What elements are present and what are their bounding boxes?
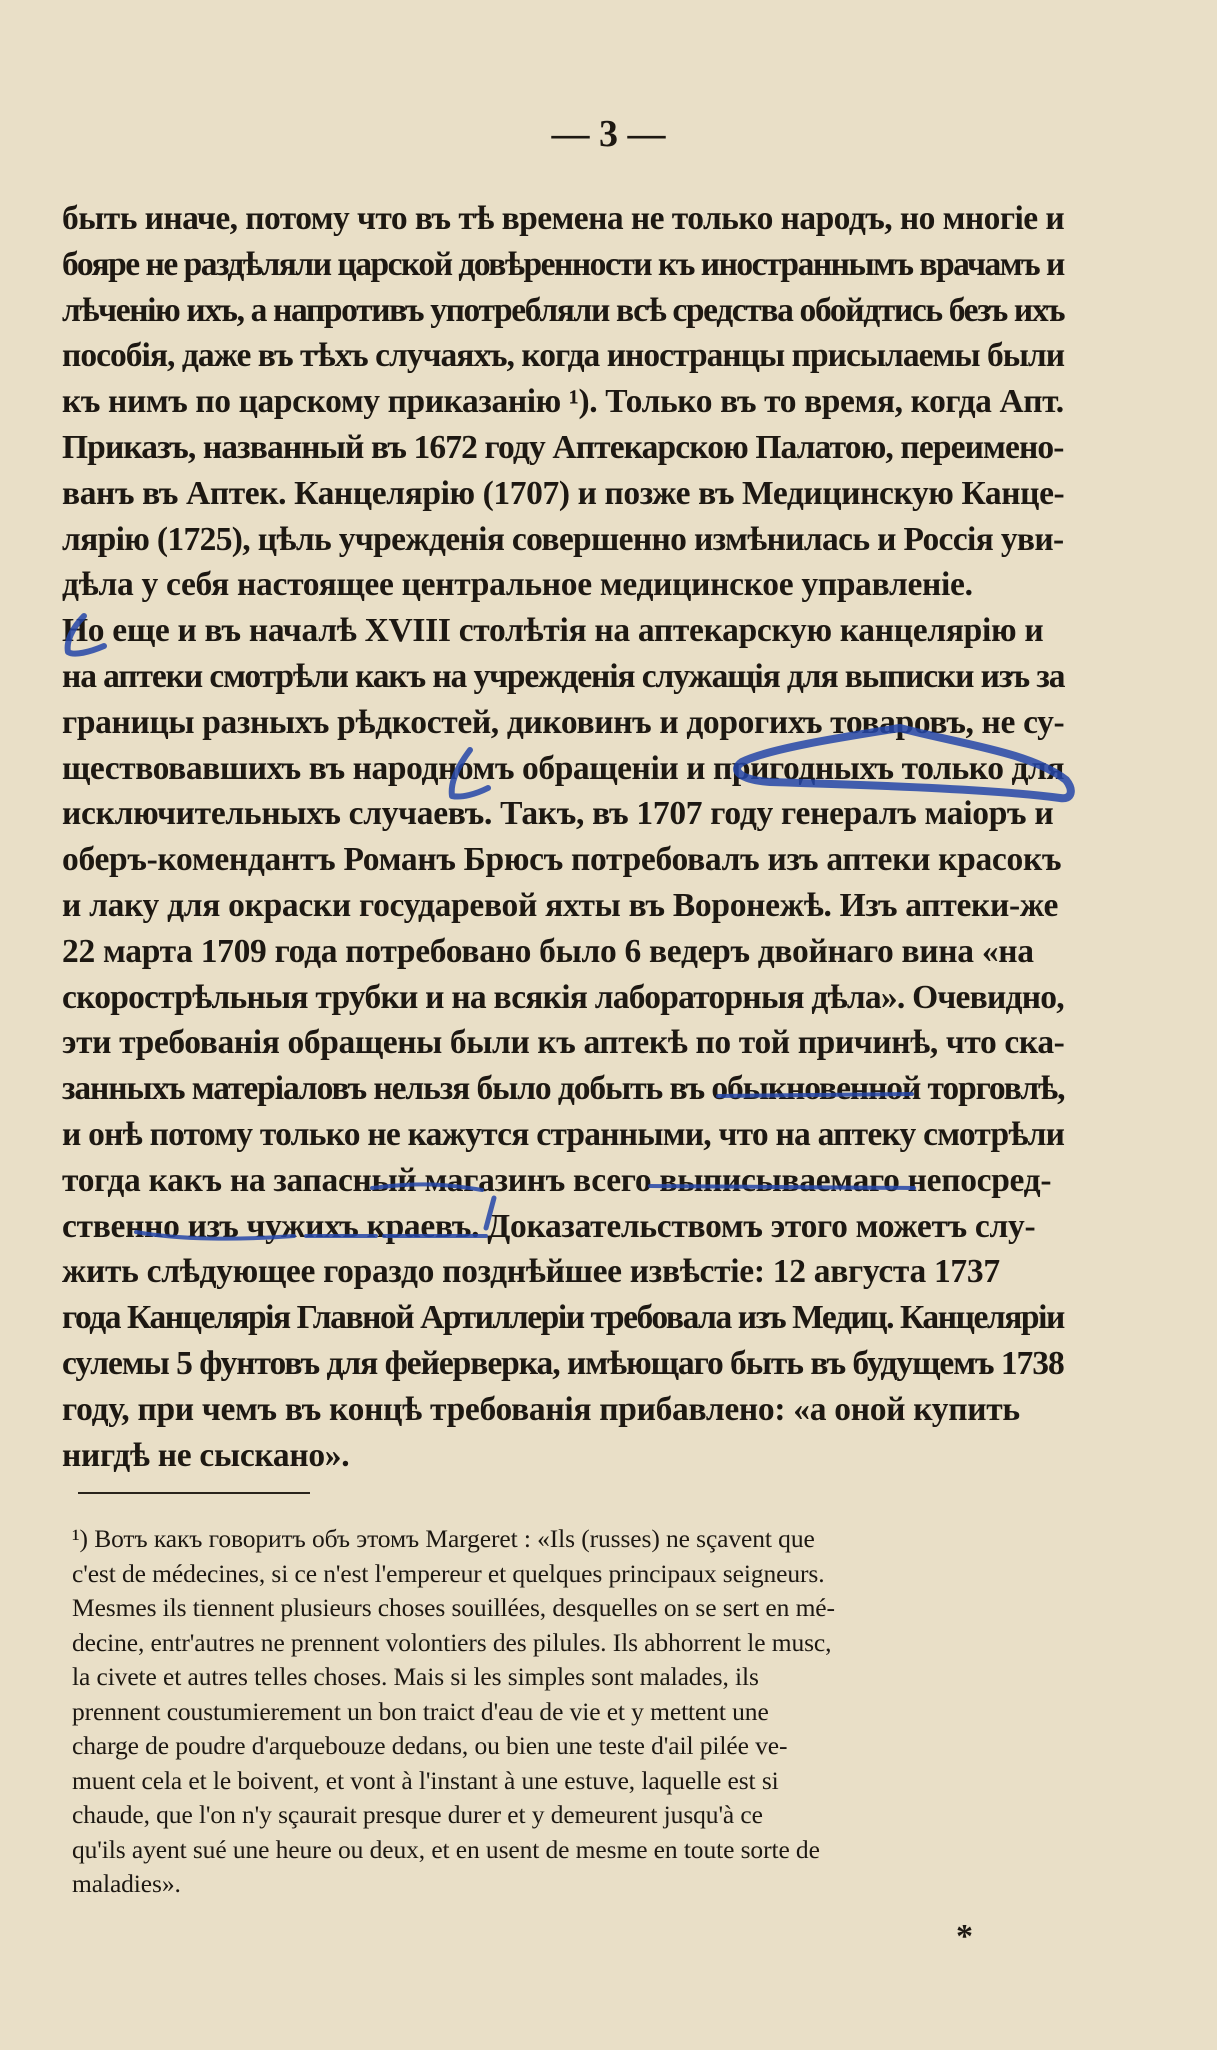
underline-mark [372,1184,482,1190]
body-line: Но еще и въ началѣ XVIII столѣтія на аптекарскую канцелярію и [62,612,1044,650]
footnote-line: qu'ils ayent sué une heure ou deux, et en usent de mesme en toute sorte de [72,1834,820,1864]
paragraph-bracket-mark [68,616,104,654]
body-line: Приказъ, названный въ 1672 году Аптекарскою Палатою, переимено- [62,428,1064,466]
pen-marks [68,616,1071,1239]
page-number: — 3 — [551,113,666,155]
footnote-line: maladies». [72,1869,181,1898]
body-line: года Канцелярія Главной Артиллеріи требовала изъ Медиц. Канцеляріи [62,1299,1064,1337]
body-line: лѣченію ихъ, а напротивъ употребляли всѣ средства обойдтись безъ ихъ [62,291,1065,329]
footnote-line: la civete et autres telles choses. Mais si les simples sont malades, ils [72,1662,759,1691]
body-line: и онѣ потому только не кажутся странными, что на аптеку смотрѣли [62,1115,1065,1153]
footnote-line: charge de poudre d'arquebouze dedans, ou bien une teste d'ail pilée ve- [72,1731,788,1760]
body-line: нигдѣ не сыскано». [62,1436,350,1474]
footnote-line: chaude, que l'on n'y sçaurait presque durer et y demeurent jusqu'à ce [72,1800,763,1829]
body-line: исключительныхъ случаевъ. Такъ, въ 1707 году генералъ маіоръ и [62,795,1054,833]
end-mark: * [956,1918,973,1955]
footnote-line: ¹) Вотъ какъ говоритъ объ этомъ Margeret : «Ils (russes) ne sçavent que [72,1524,815,1553]
body-line: эти требованія обращены были къ аптекѣ по той причинѣ, что ска- [62,1024,1065,1062]
body-line: ществовавшихъ въ народномъ обращеніи и пригодныхъ только для [62,749,1065,787]
body-line: быть иначе, потому что въ тѣ времена не только народъ, но многіе и [62,200,1065,237]
body-line: скорострѣльныя трубки и на всякія лабораторныя дѣла». Очевидно, [62,978,1064,1016]
footnote-line: Mesmes ils tiennent plusieurs choses souillées, desquelles on se sert en mé- [72,1593,835,1622]
body-line: ственно изъ чужихъ краевъ. Доказательствомъ этого можетъ слу- [62,1207,1036,1245]
body-line: сулемы 5 фунтовъ для фейерверка, имѣющаго быть въ будущемъ 1738 [62,1344,1064,1382]
footnote-line: c'est de médecines, si ce n'est l'empereur et quelques principaux seigneurs. [72,1558,825,1588]
body-line: жить слѣдующее гораздо позднѣйшее извѣстіе: 12 августа 1737 [62,1253,1000,1291]
underline-mark [718,1094,912,1096]
body-line: лярію (1725), цѣль учрежденія совершенно измѣнилась и Россія уви- [62,520,1064,558]
body-line: къ нимъ по царскому приказанію ¹). Только въ то время, когда Апт. [62,383,1064,421]
body-line: занныхъ матеріаловъ нельзя было добыть въ обыкновенной торговлѣ, [62,1070,1065,1108]
underline-mark [650,1186,914,1188]
body-line: бояре не раздѣляли царской довѣренности къ иностраннымъ врачамъ и [62,245,1064,283]
body-line: ванъ въ Аптек. Канцелярію (1707) и позже въ Медицинскую Канце- [62,474,1065,512]
body-line: тогда какъ на запасный магазинъ всего выписываемаго непосред- [62,1161,1052,1199]
footnote-line: muent cela et le boivent, et vont à l'instant à une estuve, laquelle est si [72,1765,779,1795]
body-line: дѣла у себя настоящее центральное медицинское управленіе. [62,566,973,604]
paragraph-bracket-mark [452,750,488,797]
body-line: 22 марта 1709 года потребовано было 6 ведеръ двойнаго вина «на [62,932,1034,970]
slash-mark [486,1198,494,1228]
body-line: оберъ-комендантъ Романъ Брюсъ потребовалъ изъ аптеки красокъ [62,841,1062,879]
body-line: границы разныхъ рѣдкостей, диковинъ и дорогихъ товаровъ, не су- [62,703,1065,741]
footnote-line: decine, entr'autres ne prennent volontiers des pilules. Ils abhorrent le musc, [72,1627,832,1657]
body-line: на аптеки смотрѣли какъ на учрежденія служащія для выписки изъ за [62,657,1065,695]
margin-scribble-mark [737,728,1071,798]
underline-mark [136,1232,294,1239]
body-line: и лаку для окраски государевой яхты въ Воронежѣ. Изъ аптеки-же [62,886,1059,924]
footnote-line: prennent coustumierement un bon traict d'eau de vie et y mettent une [72,1696,769,1726]
body-line: пособія, даже въ тѣхъ случаяхъ, когда иностранцы присылаемы были [62,337,1065,375]
body-line: году, при чемъ въ концѣ требованія прибавлено: «а оной купить [62,1390,1020,1428]
